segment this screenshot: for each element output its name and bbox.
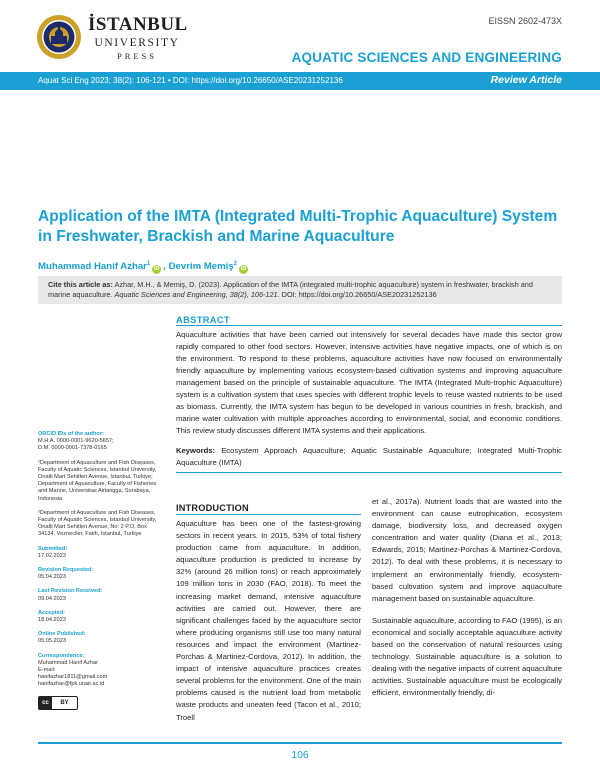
- author-name: Devrim Memiş: [168, 261, 234, 273]
- online-published-date: [38, 631, 158, 645]
- author-list: Muhammad Hanif Azhar$^1$iD , Devrim Memiş$^2$iD: [38, 261, 247, 273]
- abstract-divider: [176, 325, 562, 326]
- orcid-id: D.M. 0000-0001-7378-0165: [38, 445, 107, 452]
- revision-requested-date: [38, 567, 158, 581]
- eissn: EISSN 2602-473X: [488, 16, 562, 26]
- correspondence-name: Muhammad Hanif Azhar: [38, 659, 99, 666]
- cc-by-license-icon[interactable]: [38, 696, 78, 710]
- cite-doi[interactable]: DOI: https://doi.org/10.26650/ASE20231252136: [281, 290, 437, 299]
- last-revision-date: [38, 588, 158, 602]
- cite-label: Cite this article as:: [48, 280, 113, 289]
- banner-citation[interactable]: Aquat Sci Eng 2023; 38(2): 106-121 • DOI: https://doi.org/10.26650/ASE20231252136: [38, 76, 343, 85]
- cite-text: Azhar, M.H., & Memiş, D. (2023). Application of the IMTA (integrated multi-trophic aquaculture) system in freshwater, brackish and marine aquaculture.: [48, 280, 533, 299]
- cite-journal: Aquatic Sciences and Engineering, 38(2), 106-121.: [114, 290, 280, 299]
- license-block: [38, 696, 158, 710]
- online-published-value: 05.05.2023: [38, 638, 66, 645]
- last-revision-label: Last Revision Received:: [38, 588, 103, 595]
- affiliation: ¹Department of Aquaculture and Fish Diseases, Faculty of Aquatic Sciences, Istanbul University, Onalti Mart Sehitleri Avenue, Istanbul, Turkiye; Department of Aquaculture, Faculty of Fisheries and Marine, Universitas Airlangga, Surabaya, Indonesia: [38, 459, 157, 502]
- accepted-label: Accepted:: [38, 609, 66, 616]
- citation-banner: [0, 72, 600, 90]
- email-address[interactable]: hanifazhar@fpk.unair.ac.id: [38, 681, 105, 688]
- page-number: 106: [291, 749, 309, 761]
- orcid-id: M.H.A. 0000-0001-9620-5657;: [38, 438, 114, 445]
- last-revision-value: 09.04.2023: [38, 595, 66, 602]
- body-column-left: Aquaculture has been one of the fastest-growing sectors in recent years. In 2015, 53% of total fishery production came from aquaculture. In addition, aquaculture production is predicted to increase by 32% (around 26 million tons) or reach approximately 109 million tons in 2030 (FAO, 2018). To meet the increasing market demand, intensive aquaculture activities are carried out. However, there are significant challenges faced by the aquaculture sector where producing organisms still use too many natural resources and impact the environment (Martinez-Porchas & Martinez-Cordova, 2012). In addition, the impact of intensive aquaculture practices creates several problems for the environment. One of the main problems caused is the nutrient load from metabolic waste products and uneaten feed (Tacon et al., 2010; Troell: [176, 519, 361, 722]
- footer-divider: [38, 742, 562, 744]
- logo-press: PRESS: [116, 51, 158, 61]
- journal-name: AQUATIC SCIENCES AND ENGINEERING: [291, 50, 562, 65]
- author-name: Muhammad Hanif Azhar: [38, 261, 147, 273]
- logo-istanbul: İSTANBUL: [88, 14, 188, 35]
- author-affiliation-mark: 2: [233, 261, 238, 267]
- accepted-value: 18.04.2023: [38, 617, 66, 624]
- keywords-text: Ecosystem Approach Aquaculture; Aquatic Sustainable Aquaculture; Integrated Multi-Trophic Aquaculture (IMTA): [176, 446, 562, 467]
- email-address[interactable]: hanifazhar1811@gmail.com: [38, 674, 108, 681]
- abstract-bottom-divider: [176, 472, 562, 473]
- article-type: Review Article: [490, 74, 562, 86]
- cite-this-article-box: [38, 276, 562, 304]
- keywords-label: Keywords:: [176, 446, 216, 455]
- orcid-label: ORCID IDs of the author:: [38, 431, 104, 437]
- abstract-heading: ABSTRACT: [176, 314, 230, 325]
- logo-wordmark: [88, 14, 186, 63]
- correspondence-label: Correspondence:: [38, 652, 85, 659]
- istanbul-university-press-logo: [36, 14, 186, 70]
- email-label: E-mail:: [38, 667, 56, 674]
- body-column-right: [372, 496, 562, 700]
- correspondence-block: [38, 653, 158, 689]
- revision-requested-value: 05.04.2023: [38, 574, 66, 581]
- submitted-label: Submitted:: [38, 545, 68, 552]
- orcid-icon[interactable]: iD: [154, 266, 160, 273]
- author-affiliation-mark: 1: [146, 261, 151, 267]
- cc-mark: cc: [39, 697, 52, 709]
- abstract-text: Aquaculture activities that have been carried out intensively for several decades have made this sector grow rapidly compared to other food sectors. However, intensive activities have negative impacts, one of which is on the environment. To respond to these problems, aquaculture activities have now focused on environmentally friendly aquaculture by implementing various ecosystem-based cultivation systems and improving aquaculture management based on the principle of sustainable aquaculture. The IMTA (Integrated Multi-trophic Aquaculture) system is a cultivation system that uses species with different trophic levels to reuse wasted nutrients to be used as biomass. Currently, the IMTA system has begun to be developed in various countries in fresh, brackish, and marine water cultivation with multiple approaches according to environmental, social, and economic conditions. This review study discusses different IMTA systems and their applications.: [176, 330, 562, 436]
- accepted-date: [38, 610, 158, 624]
- submitted-date: [38, 546, 158, 560]
- by-mark: BY: [60, 699, 69, 706]
- affiliation: ²Department of Aquaculture and Fish Diseases, Faculty of Aquatic Sciences, Istanbul University, Onalti Mart Sehitleri Avenue, No: 2 P.O. Box 34134, Vezneciler, Fatih, Istanbul, Turkiye: [38, 509, 157, 538]
- body-paragraph: Sustainable aquaculture, according to FAO (1995), is an economical and socially acceptable aquaculture activity based on the conservation of natural resources using technology. Sustainable aquaculture is a solution to dealing with the negative impacts of current aquaculture activities. Sustainable aquaculture must be ecologically efficient, environmentally friendly, di-: [372, 615, 562, 698]
- body-paragraph: et al., 2017a). Nutrient loads that are wasted into the environment can cause eutrophication, ecosystem damage, biodiversity loss, and decreased oxygen concentration and water quality (Diana et al., 2013; Edwards, 2015; Martinez-Porchas & Martinez-Cordova, 2012). To deal with these problems, it is necessary to implement an environmentally friendly, ecosystem-based cultivation system and improve aquaculture management based on sustainable aquaculture.: [372, 497, 562, 603]
- introduction-divider: [176, 514, 361, 515]
- submitted-value: 17.02.2023: [38, 552, 66, 559]
- revision-requested-label: Revision Requested:: [38, 567, 94, 574]
- article-info-sidebar: [38, 431, 158, 710]
- logo-university: UNIVERSITY: [94, 37, 180, 49]
- article-title: Application of the IMTA (Integrated Multi-Trophic Aquaculture) System in Freshwater, Brackish and Marine Aquaculture: [38, 208, 558, 245]
- online-published-label: Online Published:: [38, 631, 86, 638]
- introduction-heading: INTRODUCTION: [176, 503, 249, 513]
- keywords: [176, 445, 562, 469]
- university-seal-icon: [36, 14, 82, 60]
- orcid-block: [38, 431, 158, 453]
- orcid-icon[interactable]: iD: [240, 266, 247, 273]
